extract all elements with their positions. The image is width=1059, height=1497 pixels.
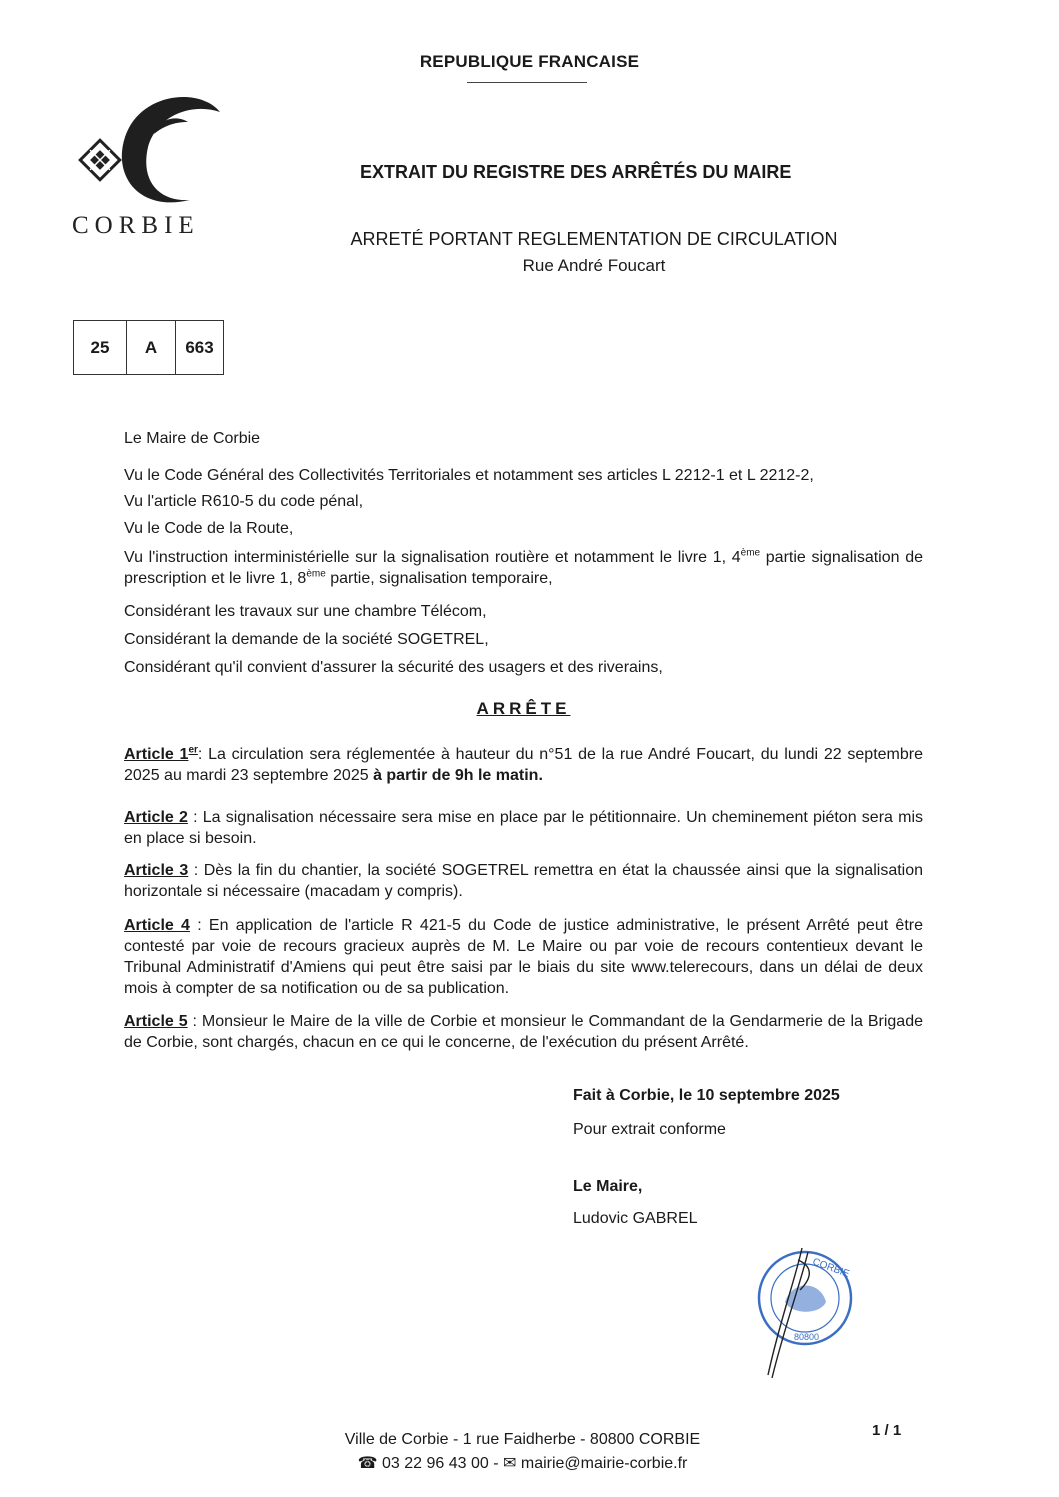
- article-2-label: Article 2: [124, 809, 188, 826]
- footer-contact: [0, 1453, 1045, 1473]
- svg-text:CORBIE: CORBIE: [810, 1256, 851, 1280]
- article-4-label: Article 4: [124, 917, 190, 934]
- article-1: Article 1er: La circulation sera réglementée à hauteur du n°51 de la rue André Foucart, du lundi 22 septembre 2025 au mardi 23 septembre 2025 à partir de 9h le matin.: [124, 744, 923, 784]
- article-3-label: Article 3: [124, 862, 189, 879]
- heading-rule: [467, 82, 587, 83]
- mail-icon: ✉: [503, 1455, 517, 1472]
- reference-box: [73, 320, 224, 375]
- signature-date: Fait à Corbie, le 10 septembre 2025: [573, 1087, 840, 1104]
- decree-title: ARRETÉ PORTANT REGLEMENTATION DE CIRCULATION: [350, 229, 838, 249]
- article-5-label: Article 5: [124, 1013, 188, 1030]
- republique-heading: REPUBLIQUE FRANCAISE: [419, 52, 640, 71]
- preamble-vu-cgct: Vu le Code Général des Collectivités Territoriales et notamment ses articles L 2212-1 et L 2212-2,: [124, 467, 814, 484]
- preamble-considerant-travaux: Considérant les travaux sur une chambre Télécom,: [124, 603, 487, 620]
- footer-email: mairie@mairie-corbie.fr: [516, 1455, 688, 1472]
- article-1-label: Article 1: [124, 746, 189, 763]
- footer-phone: 03 22 96 43 00 -: [377, 1455, 504, 1472]
- article-4: Article 4 : En application de l'article R 421-5 du Code de justice administrative, le présent Arrêté peut être contesté par voie de recours gracieux auprès de M. Le Maire ou par voie de recours contentieux devant le Tribunal Administratif d'Amiens qui peut être saisi par le biais du site www.telerecours, dans un délai de deux mois à compter de sa notification ou de sa publication.: [124, 917, 924, 997]
- signature-conforme: Pour extrait conforme: [573, 1121, 726, 1138]
- preamble-vu-instruction: Vu l'instruction interministérielle sur la signalisation routière et notamment le livre 1, 4ème partie signalisation de prescription et le livre 1, 8ème partie, signalisation temporaire,: [124, 547, 924, 587]
- preamble-considerant-securite: Considérant qu'il convient d'assurer la sécurité des usagers et des riverains,: [124, 659, 663, 676]
- svg-text:80800: 80800: [794, 1332, 820, 1342]
- decree-subtitle: Rue André Foucart: [522, 256, 666, 275]
- article-5: Article 5 : Monsieur le Maire de la ville de Corbie et monsieur le Commandant de la Gendarmerie de la Brigade de Corbie, sont chargés, chacun en ce qui le concerne, de l'exécution du présent Arrêté.: [124, 1013, 923, 1051]
- reference-number: 663: [185, 337, 214, 357]
- footer-address: Ville de Corbie - 1 rue Faidherbe - 80800 CORBIE: [344, 1431, 701, 1448]
- preamble-intro: Le Maire de Corbie: [124, 430, 261, 447]
- phone-icon: ☎: [357, 1455, 378, 1472]
- logo-wordmark: CORBIE: [72, 212, 200, 239]
- reference-year: 25: [74, 321, 127, 374]
- arrete-heading: ARRÊTE: [476, 699, 571, 718]
- preamble-vu-penal: Vu l'article R610-5 du code pénal,: [124, 493, 364, 510]
- register-extract-title: EXTRAIT DU REGISTRE DES ARRÊTÉS DU MAIRE: [360, 162, 792, 182]
- reference-letter: A: [127, 321, 176, 374]
- preamble-considerant-demande: Considérant la demande de la société SOGETREL,: [124, 631, 489, 648]
- preamble-vu-route: Vu le Code de la Route,: [124, 520, 294, 537]
- article-2: Article 2 : La signalisation nécessaire sera mise en place par le pétitionnaire. Un cheminement piéton sera mis en place si besoin.: [124, 809, 924, 847]
- page-number: 1 / 1: [872, 1422, 902, 1439]
- signature-name: Ludovic GABREL: [573, 1210, 698, 1227]
- signature-role: Le Maire,: [573, 1178, 643, 1195]
- article-3: Article 3 : Dès la fin du chantier, la société SOGETREL remettra en état la chaussée ainsi que la signalisation horizontale si nécessaire (macadam y compris).: [124, 862, 924, 900]
- official-stamp: [740, 1240, 860, 1385]
